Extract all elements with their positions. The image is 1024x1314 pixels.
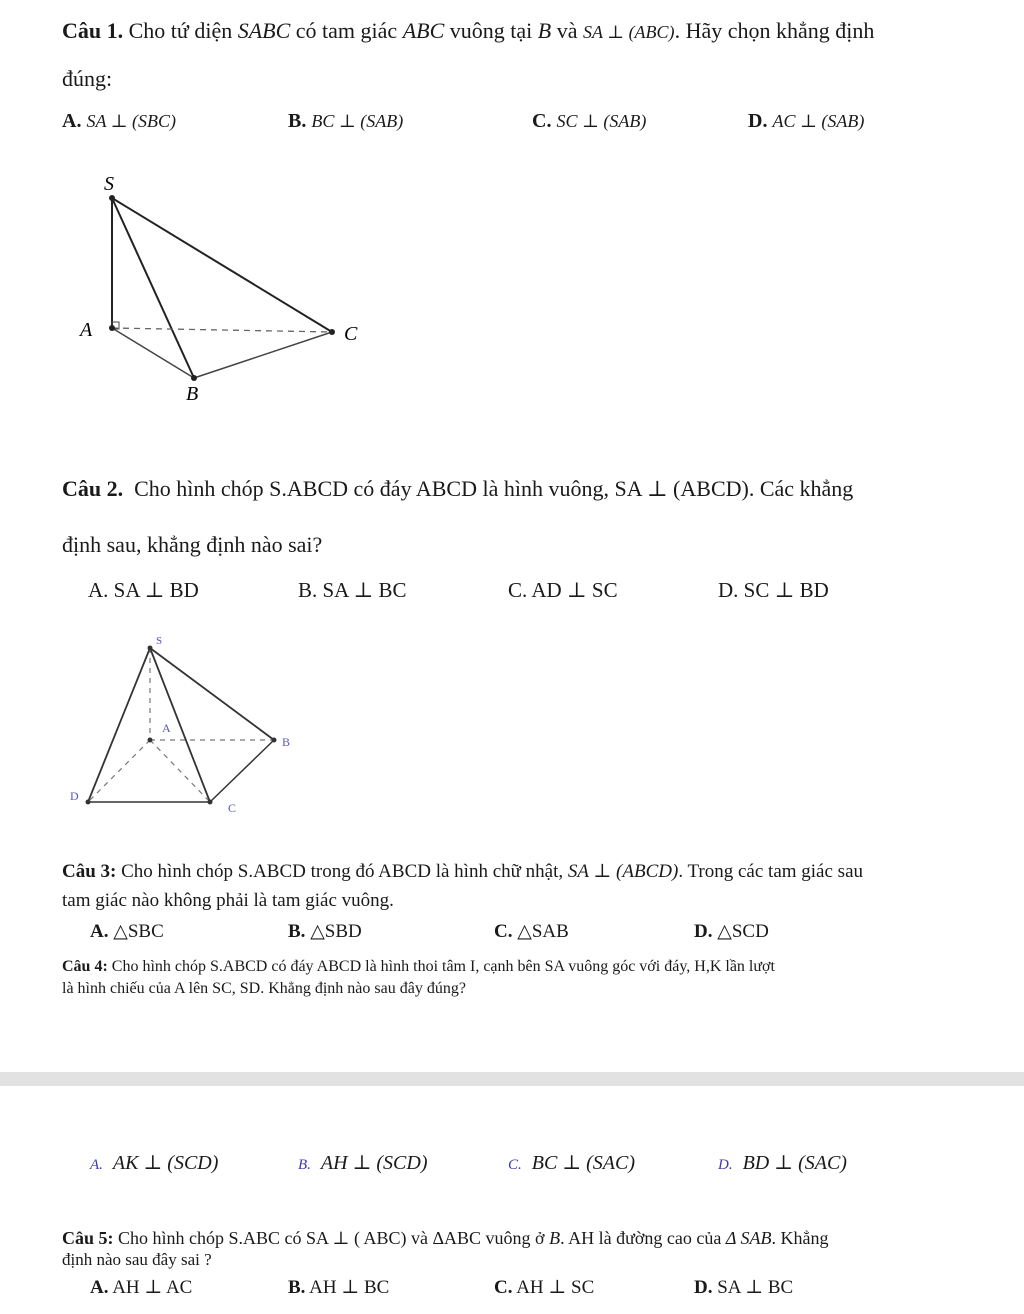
q1-line-1	[62, 18, 874, 44]
edge-cb	[210, 740, 274, 802]
label-a: A	[80, 319, 93, 341]
label-d: D	[70, 789, 79, 803]
q5-option-c[interactable]	[494, 1276, 594, 1299]
q4-option-c-label: C.	[508, 1157, 522, 1173]
edge-ac-hidden	[112, 328, 332, 332]
vertex-s	[148, 646, 153, 651]
vertex-c	[329, 329, 335, 335]
q3-option-a-text: △SBC	[113, 921, 164, 942]
q2-pyramid-figure	[60, 630, 310, 820]
label-b: B	[282, 735, 291, 749]
edge-sc	[112, 198, 332, 332]
q5-option-c-text: AH ⊥ SC	[516, 1277, 595, 1298]
q4-option-a-label: A.	[90, 1157, 103, 1173]
q1-text-i: . Hãy chọn khẳng định	[674, 18, 875, 43]
q5-option-b[interactable]	[288, 1276, 389, 1299]
q5-text-c: . AH là đường cao của	[560, 1228, 722, 1248]
edge-sb	[112, 198, 194, 378]
q3-option-d-label: D.	[694, 921, 713, 942]
q5-option-a-text: AH ⊥ AC	[112, 1277, 193, 1298]
q5-label: Câu 5:	[62, 1228, 114, 1248]
q2-option-c[interactable]: C. AD ⊥ SC	[508, 578, 618, 602]
vertex-a	[148, 738, 153, 743]
q5-line-1	[62, 1228, 829, 1249]
q3-option-d[interactable]	[694, 920, 769, 943]
q4-option-c-text: BC ⊥ (SAC)	[531, 1152, 636, 1174]
label-s: S	[104, 173, 114, 195]
q2-option-d[interactable]: D. SC ⊥ BD	[718, 578, 829, 602]
page-divider-band	[0, 1072, 1024, 1086]
q5-text-a: Cho hình chóp S.ABC có SA ⊥ ( ABC) và ΔABC vuông ở	[118, 1228, 545, 1248]
q5-text-b: B	[549, 1228, 561, 1248]
edge-ac-hidden	[150, 740, 210, 802]
q1-option-c-label: C.	[532, 110, 552, 132]
q4-line-1	[62, 958, 775, 976]
vertex-c	[208, 800, 213, 805]
q3-text-c: . Trong các tam giác sau	[678, 861, 863, 882]
vertex-b	[272, 738, 277, 743]
q5-option-d[interactable]	[694, 1276, 793, 1299]
q1-option-b-text: BC ⊥ (SAB)	[311, 111, 404, 131]
edge-ad-hidden	[88, 740, 150, 802]
q4-option-b-text: AH ⊥ (SCD)	[320, 1152, 428, 1174]
q5-line-2: định nào sau đây sai ?	[62, 1250, 212, 1269]
vertex-d	[86, 800, 91, 805]
q1-text-h: SA ⊥ (ABC)	[582, 22, 675, 42]
q2-line-1	[62, 476, 853, 502]
label-c: C	[228, 801, 237, 815]
q4-option-a[interactable]	[90, 1150, 218, 1175]
q2-label: Câu 2.	[62, 476, 124, 501]
q2-option-b[interactable]: B. SA ⊥ BC	[298, 578, 407, 602]
q1-option-a[interactable]	[62, 110, 176, 133]
q4-option-d[interactable]	[718, 1150, 847, 1175]
q1-text-a: Cho tứ diện	[128, 18, 233, 43]
edge-sd	[88, 648, 150, 802]
q3-text-a: Cho hình chóp S.ABCD trong đó ABCD là hình chữ nhật,	[121, 861, 564, 882]
q5-text-e: . Khẳng	[771, 1228, 829, 1248]
q3-option-c[interactable]	[494, 920, 569, 943]
q1-tetrahedron-figure	[60, 160, 390, 410]
q3-label: Câu 3:	[62, 861, 117, 882]
q3-option-a-label: A.	[90, 921, 109, 942]
label-a: A	[162, 721, 171, 735]
q1-option-c[interactable]	[532, 110, 646, 133]
q1-text-e: vuông tại	[449, 18, 533, 43]
q4-option-c[interactable]	[508, 1150, 635, 1175]
q1-text-b: SABC	[237, 18, 291, 43]
q5-option-c-label: C.	[494, 1277, 513, 1298]
q4-label: Câu 4:	[62, 958, 108, 975]
q1-option-b-label: B.	[288, 110, 307, 132]
q1-text-g: và	[556, 18, 578, 43]
q5-option-b-label: B.	[288, 1277, 306, 1298]
q2-option-a[interactable]: A. SA ⊥ BD	[88, 578, 199, 602]
vertex-s	[109, 195, 115, 201]
q1-text-f: B	[537, 18, 552, 43]
q1-option-a-label: A.	[62, 110, 82, 132]
q1-option-d[interactable]	[748, 110, 864, 133]
q4-option-d-label: D.	[718, 1157, 733, 1173]
vertex-b	[191, 375, 197, 381]
q3-line-2: tam giác nào không phải là tam giác vuông.	[62, 890, 394, 911]
q1-text-c: có tam giác	[295, 18, 398, 43]
label-c: C	[344, 323, 358, 345]
q5-text-d: Δ SAB	[725, 1228, 772, 1248]
label-b: B	[186, 383, 199, 405]
q2-line-2: định sau, khẳng định nào sai?	[62, 532, 323, 557]
q3-option-a[interactable]	[90, 920, 164, 943]
q1-option-d-text: AC ⊥ (SAB)	[772, 111, 865, 131]
q4-option-a-text: AK ⊥ (SCD)	[112, 1152, 219, 1174]
edge-bc	[194, 332, 332, 378]
q4-option-d-text: BD ⊥ (SAC)	[742, 1152, 847, 1174]
q4-text: Cho hình chóp S.ABCD có đáy ABCD là hình thoi tâm I, cạnh bên SA vuông góc với đáy, H,K lần lượt	[111, 958, 775, 975]
q1-text-d: ABC	[402, 18, 445, 43]
q3-option-b-text: △SBD	[310, 921, 362, 942]
q5-option-b-text: AH ⊥ BC	[309, 1277, 390, 1298]
q3-option-b[interactable]	[288, 920, 362, 943]
q1-line-2: đúng:	[62, 66, 113, 91]
q5-option-d-text: SA ⊥ BC	[717, 1277, 794, 1298]
vertex-a	[109, 325, 115, 331]
q4-line-2: là hình chiếu của A lên SC, SD. Khẳng định nào sau đây đúng?	[62, 980, 466, 997]
q4-option-b[interactable]	[298, 1150, 428, 1175]
q1-option-c-text: SC ⊥ (SAB)	[556, 111, 647, 131]
q5-option-d-label: D.	[694, 1277, 713, 1298]
q3-line-1	[62, 860, 863, 883]
q1-option-d-label: D.	[748, 110, 768, 132]
q3-option-b-label: B.	[288, 921, 306, 942]
q2-text: Cho hình chóp S.ABCD có đáy ABCD là hình vuông, SA ⊥ (ABCD). Các khẳng	[134, 476, 854, 501]
q1-option-a-text: SA ⊥ (SBC)	[86, 111, 177, 131]
q3-option-c-text: △SAB	[517, 921, 569, 942]
q4-option-b-label: B.	[298, 1157, 311, 1173]
q3-option-c-label: C.	[494, 921, 513, 942]
q1-label: Câu 1.	[62, 18, 124, 43]
q5-option-a-label: A.	[90, 1277, 109, 1298]
q1-option-b[interactable]	[288, 110, 403, 133]
q3-text-b: SA ⊥ (ABCD)	[567, 861, 679, 882]
q3-option-d-text: △SCD	[717, 921, 769, 942]
label-s: S	[156, 635, 163, 647]
q5-option-a[interactable]	[90, 1276, 192, 1299]
